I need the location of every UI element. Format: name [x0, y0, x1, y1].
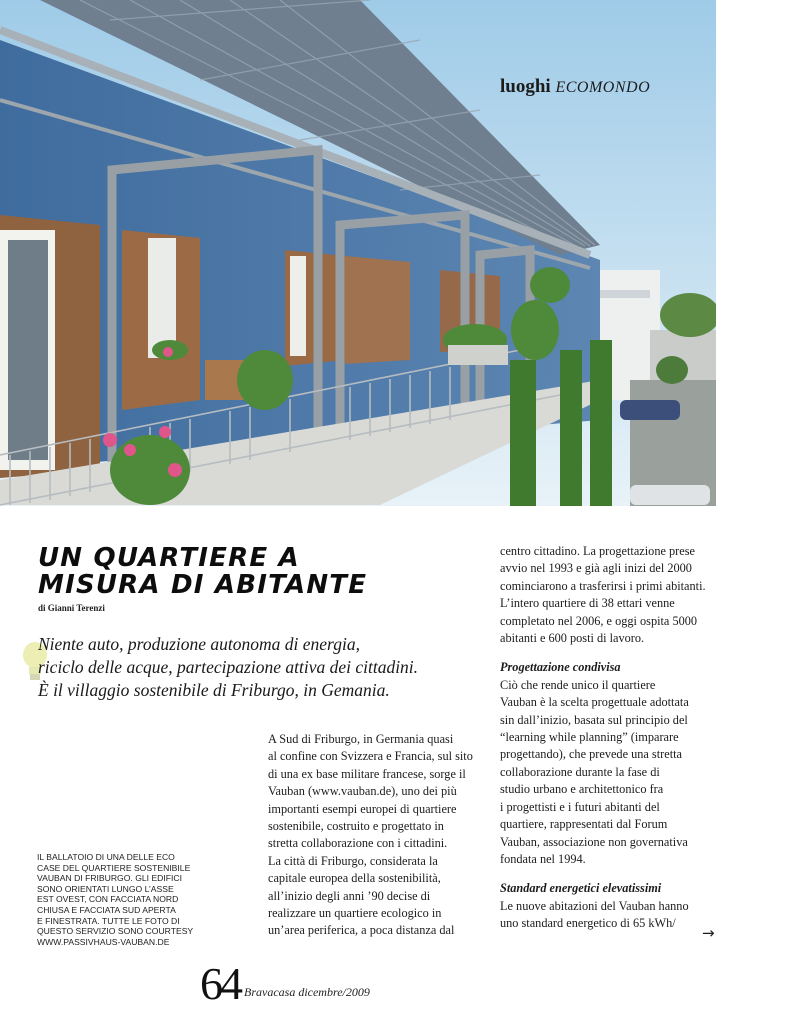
standfirst-line: È il villaggio sostenibile di Friburgo, in Gemania.: [38, 680, 390, 700]
subheading: Standard energetici elevatissimi: [500, 881, 662, 896]
body-line: progettando), che prevede una stretta: [500, 747, 682, 762]
caption-line: E FINESTRATA. TUTTE LE FOTO DI: [37, 915, 180, 926]
body-line: Vauban (www.vauban.de), uno dei più: [268, 784, 457, 799]
section-tag: [500, 76, 650, 98]
body-line: di una ex base militare francese, sorge il: [268, 766, 466, 781]
publication-info: Bravacasa dicembre/2009: [244, 985, 370, 999]
subheading: Progettazione condivisa: [500, 660, 621, 675]
body-column-1: [268, 731, 483, 940]
body-line: realizzare un quartiere ecologico in: [268, 906, 442, 921]
continue-arrow-icon: →: [702, 924, 715, 942]
title-line: UN QUARTIERE A: [38, 543, 300, 573]
body-line: un’area periferica, a poca distanza dal: [268, 923, 455, 938]
body-line: stretta collaborazione con i cittadini.: [268, 836, 448, 851]
caption-link[interactable]: WWW.PASSIVHAUS-VAUBAN.DE: [37, 936, 170, 947]
body-line: collaborazione durante la fase di: [500, 764, 660, 779]
body-line: sin dall’inizio, basata sul principio del: [500, 712, 688, 727]
section-label: luoghi: [500, 76, 551, 97]
body-line: completato nel 2006, e oggi ospita 5000: [500, 613, 698, 628]
caption-line: VAUBAN DI FRIBURGO. GLI EDIFICI: [37, 873, 182, 884]
body-line: Vauban, associazione non governativa: [500, 834, 688, 849]
body-line: “learning while planning” (imparare: [500, 730, 679, 745]
title-line: MISURA DI ABITANTE: [38, 570, 368, 600]
body-line: i progettisti e i futuri abitanti del: [500, 799, 660, 814]
body-line: sostenibile, costruito e progettato in: [268, 819, 444, 834]
body-column-2: [500, 543, 725, 933]
caption-line: CHIUSA E FACCIATA SUD APERTA: [37, 904, 176, 915]
standfirst: [38, 633, 458, 702]
page-number: 64: [200, 958, 240, 1009]
body-line: Ciò che rende unico il quartiere: [500, 677, 656, 692]
article-title: [38, 545, 478, 599]
body-line: fondata nel 1994.: [500, 851, 586, 866]
body-line: avvio nel 1993 e già agli inizi del 2000: [500, 561, 692, 576]
body-line: capitale europea della sostenibilità,: [268, 871, 441, 886]
standfirst-line: Niente auto, produzione autonoma di energia,: [38, 634, 360, 654]
body-line: quartiere, rappresentati dal Forum: [500, 817, 668, 832]
body-line: Le nuove abitazioni del Vauban hanno: [500, 898, 689, 913]
body-line: La città di Friburgo, considerata la: [268, 853, 438, 868]
body-line: all’inizio degli anni ’90 decise di: [268, 888, 431, 903]
caption-line: IL BALLATOIO DI UNA DELLE ECO: [37, 852, 175, 862]
body-line: importanti esempi europei di quartiere: [268, 801, 457, 816]
caption-line: QUESTO SERVIZIO SONO COURTESY: [37, 926, 194, 937]
caption-line: CASE DEL QUARTIERE SOSTENIBILE: [37, 862, 191, 873]
body-line: Vauban è la scelta progettuale adottata: [500, 695, 689, 710]
photo-caption: [37, 852, 222, 947]
standfirst-line: riciclo delle acque, partecipazione attiva dei cittadini.: [38, 657, 419, 677]
body-line: studio urbano e architettonico fra: [500, 782, 664, 797]
body-line: L’intero quartiere di 38 ettari venne: [500, 596, 675, 611]
section-sublabel: ECOMONDO: [555, 79, 651, 96]
byline: di Gianni Terenzi: [38, 603, 105, 613]
body-line: al confine con Svizzera e Francia, sul sito: [268, 749, 473, 764]
body-line: cominciarono a trasferirsi i primi abitanti.: [500, 578, 706, 593]
caption-line: SONO ORIENTATI LUNGO L’ASSE: [37, 883, 174, 894]
body-line: centro cittadino. La progettazione prese: [500, 544, 695, 558]
caption-line: EST OVEST, CON FACCIATA NORD: [37, 894, 179, 905]
body-line: A Sud di Friburgo, in Germania quasi: [268, 732, 454, 746]
body-line: abitanti e 600 posti di lavoro.: [500, 631, 645, 646]
body-line: uno standard energetico di 65 kWh/: [500, 916, 676, 931]
